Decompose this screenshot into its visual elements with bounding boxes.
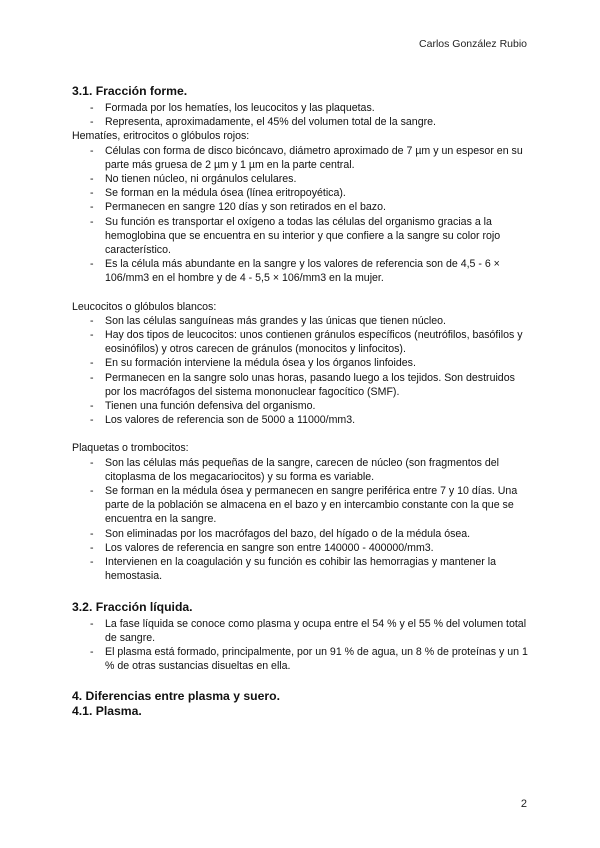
spacer: [72, 286, 532, 300]
list-item: - En su formación interviene la médula ósea y los órganos linfoides.: [72, 356, 532, 370]
spacer: [72, 427, 532, 441]
page-content: [72, 84, 532, 719]
page-number: 2: [520, 798, 527, 810]
list-item: - Los valores de referencia en sangre son entre 140000 - 400000/mm3.: [72, 541, 532, 555]
plaquetas-label: Plaquetas o trombocitos:: [72, 442, 189, 455]
section-title-4: 4. Diferencias entre plasma y suero.: [72, 689, 280, 704]
header-author: Carlos González Rubio: [419, 38, 527, 50]
list-item: - Intervienen en la coagulación y su función es cohibir las hemorragias y mantener la hemostasia.: [72, 555, 532, 583]
spacer: [72, 584, 532, 600]
list-item: - Su función es transportar el oxígeno a todas las células del organismo gracias a la hemoglobina que se encuentra en su interior y que confiere a la sangre su color rojo característico.: [72, 215, 532, 258]
list-item: - Son las células más pequeñas de la sangre, carecen de núcleo (son fragmentos del citoplasma de los megacariocitos) y su forma es variable.: [72, 456, 532, 484]
leucocitos-label: Leucocitos o glóbulos blancos:: [72, 300, 217, 313]
list-item: - Representa, aproximadamente, el 45% del volumen total de la sangre.: [72, 115, 532, 129]
list-item: - Se forman en la médula ósea (línea eritropoyética).: [72, 186, 532, 200]
spacer: [72, 673, 532, 689]
list-item: - Es la célula más abundante en la sangre y los valores de referencia son de 4,5 - 6 × 106/mm3 en el hombre y de 4 - 5,5 × 106/mm3 en la mujer.: [72, 257, 532, 285]
list-item: - Formada por los hematíes, los leucocitos y las plaquetas.: [72, 101, 532, 115]
list-item: - Hay dos tipos de leucocitos: unos contienen gránulos específicos (neutrófilos, basófilos y eosinófilos) y otros carecen de gránulos (monocitos y linfocitos).: [72, 328, 532, 356]
list-item: - Tienen una función defensiva del organismo.: [72, 399, 532, 413]
fraccion-forme-list: [72, 101, 532, 129]
list-item: - La fase líquida se conoce como plasma y ocupa entre el 54 % y el 55 % del volumen total de sangre.: [72, 617, 532, 645]
leucocitos-list: [72, 314, 532, 428]
list-item: - Permanecen en la sangre solo unas horas, pasando luego a los tejidos. Son destruidos por los macrófagos del sistema mononuclear fagocítico (SMF).: [72, 371, 532, 399]
plaquetas-list: [72, 456, 532, 584]
section-title-3-1: 3.1. Fracción forme.: [72, 84, 188, 98]
fraccion-liquida-list: [72, 617, 532, 674]
list-item: - Permanecen en sangre 120 días y son retirados en el bazo.: [72, 200, 532, 214]
list-item: - Los valores de referencia son de 5000 a 11000/mm3.: [72, 413, 532, 427]
hematies-label: Hematíes, eritrocitos o glóbulos rojos:: [72, 130, 250, 143]
list-item: - Se forman en la médula ósea y permanecen en sangre periférica entre 7 y 10 días. Una parte de la población se almacena en el bazo y en intercambio constante con la que se encuentra en la sangre.: [72, 484, 532, 527]
section-title-4-1: 4.1. Plasma.: [72, 704, 142, 719]
section-title-3-2: 3.2. Fracción líquida.: [72, 599, 193, 614]
list-item: - Células con forma de disco bicóncavo, diámetro aproximado de 7 µm y un espesor en su parte más gruesa de 2 µm y 1 µm en la parte central.: [72, 144, 532, 172]
list-item: - Son eliminadas por los macrófagos del bazo, del hígado o de la médula ósea.: [72, 527, 532, 541]
list-item: - No tienen núcleo, ni orgánulos celulares.: [72, 172, 532, 186]
hematies-list: [72, 144, 532, 286]
list-item: - El plasma está formado, principalmente, por un 91 % de agua, un 8 % de proteínas y un 1 % de otras sustancias disueltas en ella.: [72, 645, 532, 673]
list-item: - Son las células sanguíneas más grandes y las únicas que tienen núcleo.: [72, 314, 532, 328]
